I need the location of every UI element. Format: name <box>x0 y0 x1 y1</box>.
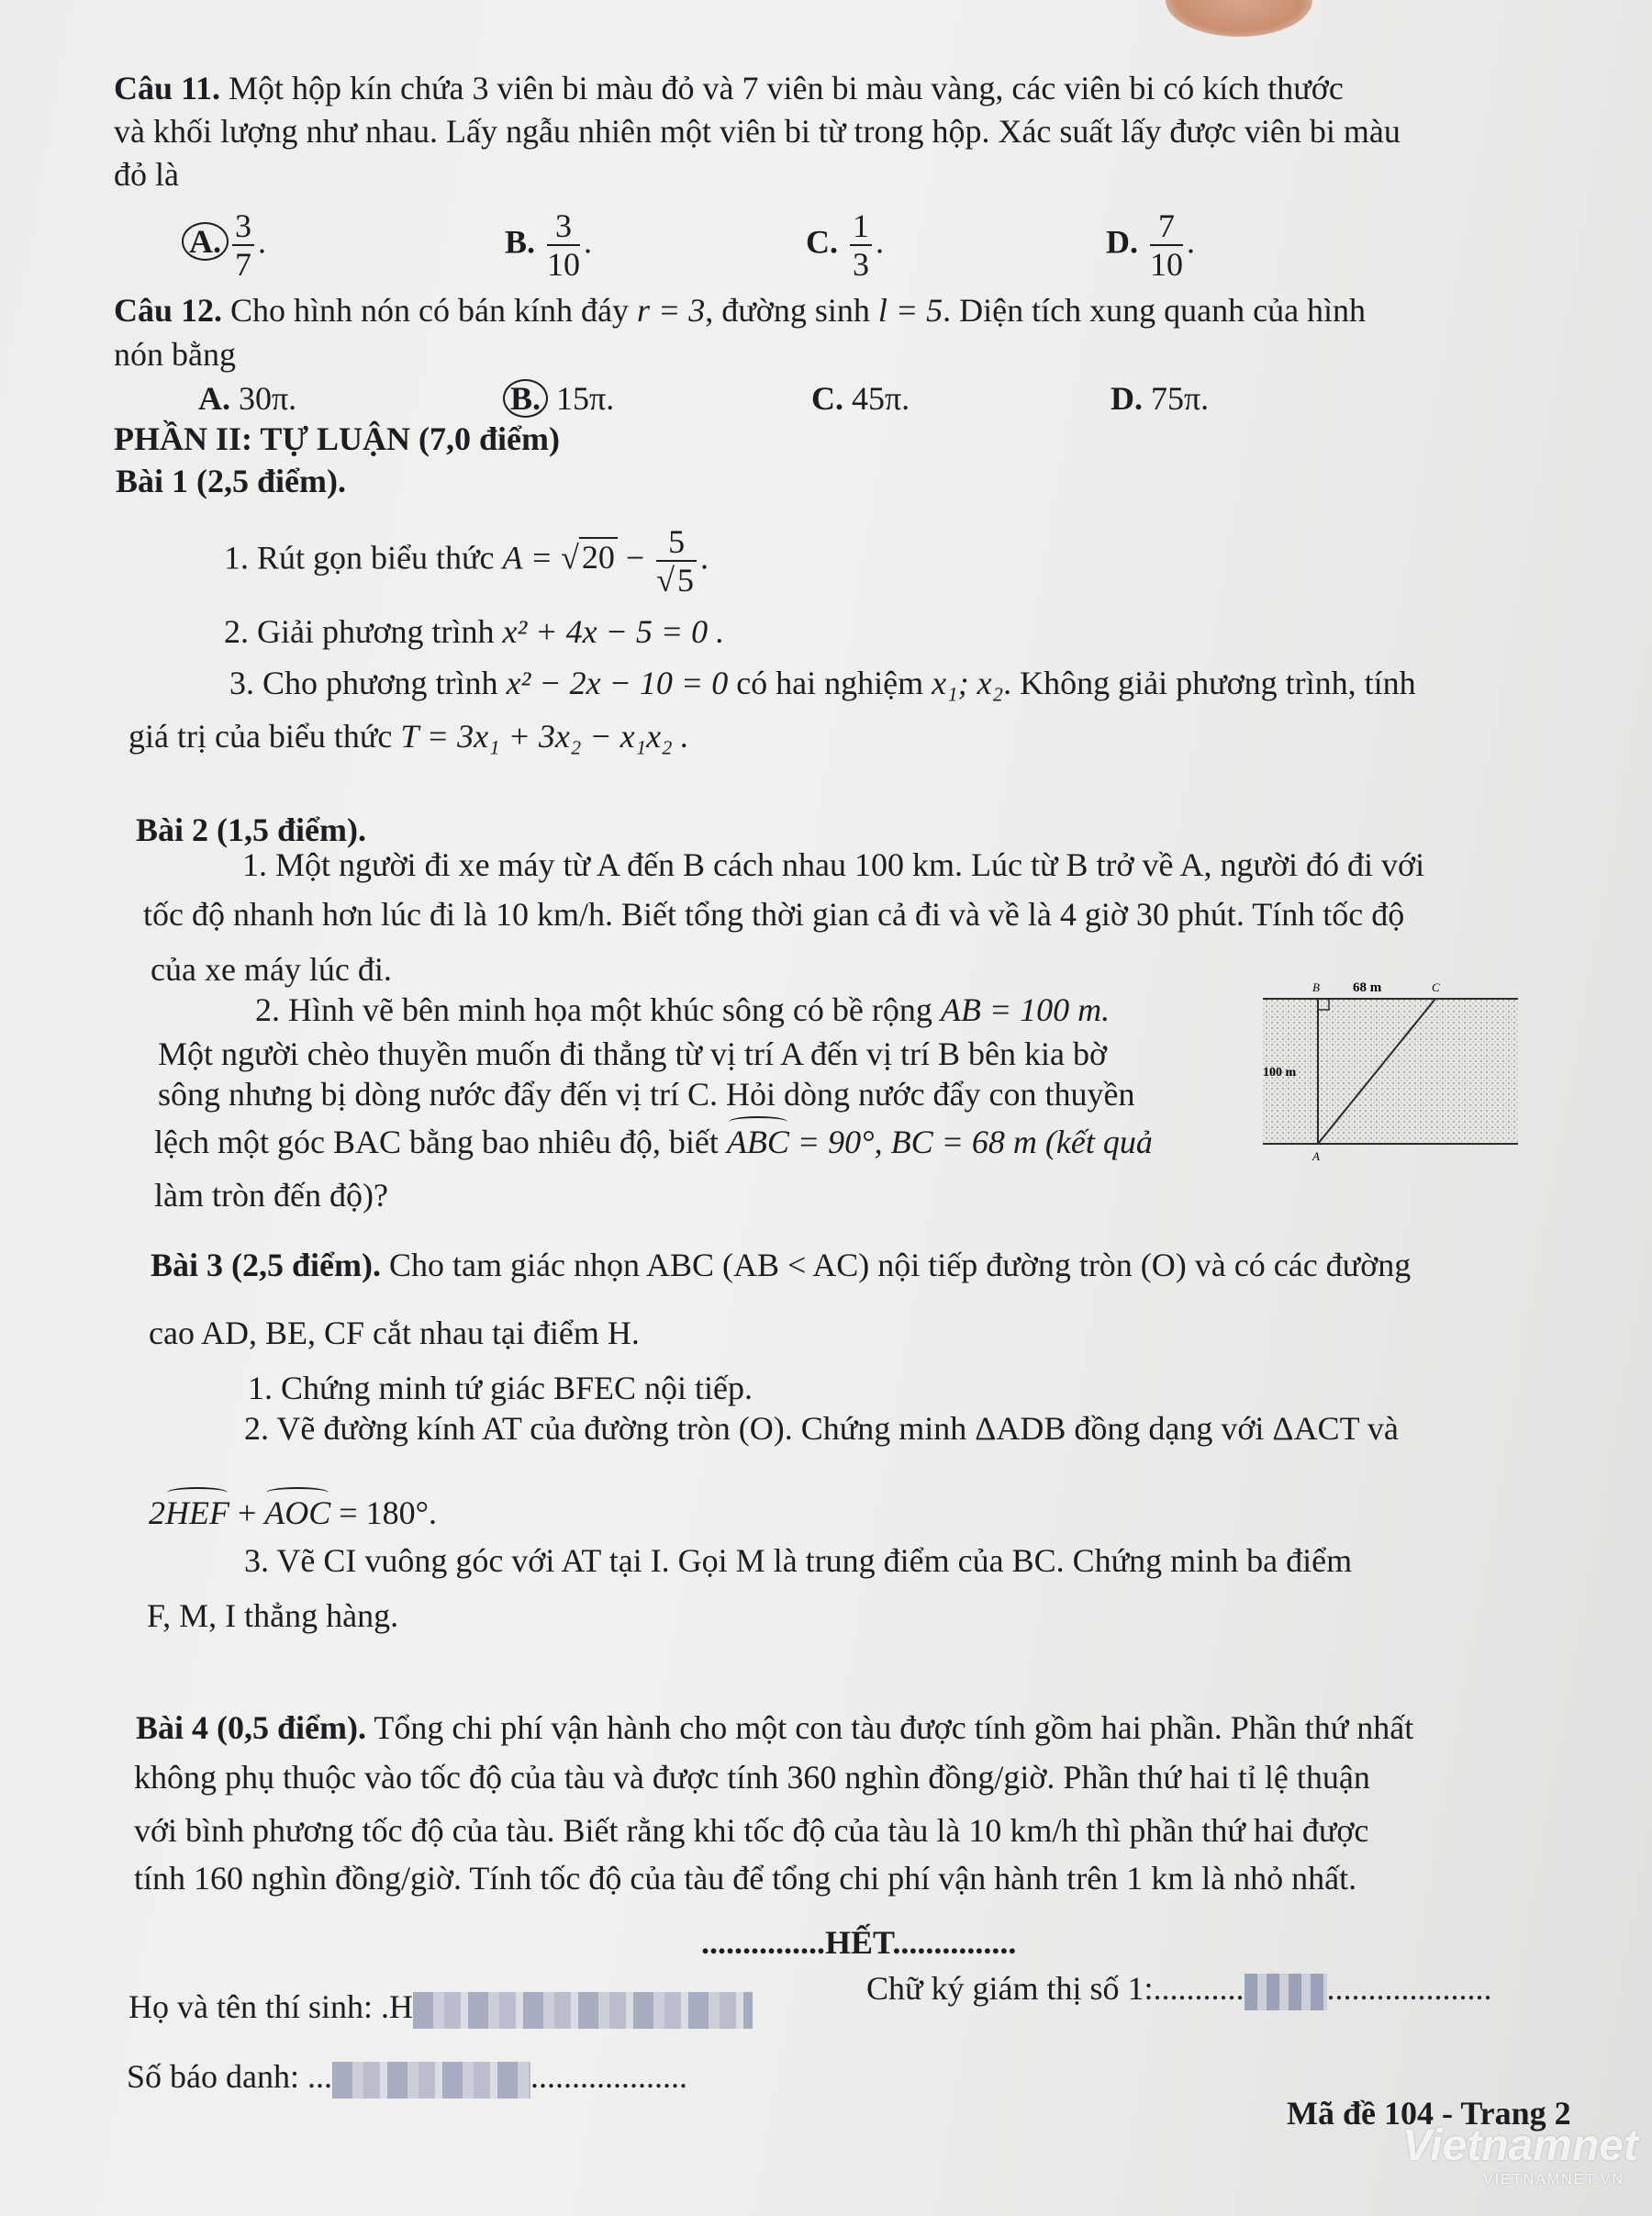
option-label: A. <box>198 380 230 417</box>
q12-slant: l = 5 <box>877 292 943 329</box>
bai3-line7: F, M, I thẳng hàng. <box>147 1597 399 1634</box>
river-figure <box>1254 971 1522 1192</box>
bai1-item3-line2 <box>128 716 689 756</box>
option-label: B. <box>503 379 548 418</box>
label-68m: 68 m <box>1353 980 1382 995</box>
bai2-p1-line1: 1. Một người đi xe máy từ A đến B cách nhau 100 km. Lúc từ B trở về A, người đó đi với <box>242 846 1425 883</box>
signature-label: Chữ ký giám thị số 1:........... <box>866 1970 1245 2007</box>
text: . Không giải phương trình, tính <box>1003 665 1416 701</box>
redacted-number <box>332 2062 530 2098</box>
candidate-name <box>128 1987 753 2029</box>
q12-label: Câu 12. <box>114 292 223 329</box>
expr: + <box>229 1494 265 1531</box>
expr: . <box>699 539 709 576</box>
text: Cho tam giác nhọn ABC (AB < AC) nội tiếp đường tròn (O) và có các đường <box>388 1247 1412 1283</box>
denominator: 7 <box>235 246 251 283</box>
text: có hai nghiệm <box>736 665 924 701</box>
option-label: B. <box>505 223 536 261</box>
bai1-item1-text: 1. Rút gọn biểu thức <box>224 539 495 576</box>
label-a: A <box>1312 1149 1320 1163</box>
expr: = 90°, BC = 68 m (kết quả <box>797 1124 1153 1160</box>
numerator: 7 <box>1150 207 1183 246</box>
expr: x² − 2x − 10 = 0 <box>506 665 729 701</box>
denominator: √5 <box>656 562 697 599</box>
angle-abc: ABC <box>726 1124 789 1160</box>
q12-text: . Diện tích xung quanh của hình <box>943 292 1367 329</box>
denominator: 3 <box>853 246 869 283</box>
q12-option-a <box>198 378 296 419</box>
bai4-line4: tính 160 nghìn đồng/giờ. Tính tốc độ của tàu để tổng chi phí vận hành trên 1 km là nhỏ nhất. <box>134 1860 1357 1897</box>
redacted-name <box>413 1992 753 2029</box>
sqrt-value: 5 <box>675 560 697 599</box>
bai2-title: Bài 2 (1,5 điểm). <box>136 811 366 848</box>
q12-line1 <box>114 290 1366 330</box>
q12-text: , đường sinh <box>705 292 870 329</box>
option-label: C. <box>811 380 843 417</box>
q11-option-d: D. $\frac{7}{10}$ . <box>1106 207 1195 283</box>
angle-hef: HEF <box>165 1494 229 1531</box>
q12-option-d <box>1111 378 1209 419</box>
q11-option-b: B. $\frac{3}{10}$ . <box>505 207 593 283</box>
q12-line2: nón bằng <box>114 336 236 373</box>
q12-text: Cho hình nón có bán kính đáy <box>230 292 629 329</box>
bai3-line2: cao AD, BE, CF cắt nhau tại điểm H. <box>149 1315 640 1351</box>
text: 3. Cho phương trình <box>229 665 498 701</box>
expr: AB = 100 m. <box>940 991 1111 1028</box>
expr: T = 3x₁ + 3x₂ − x₁x₂ . <box>400 718 689 755</box>
bai3-line4: 2. Vẽ đường kính AT của đường tròn (O). Chứng minh ΔADB đồng dạng với ΔACT và <box>244 1410 1399 1447</box>
q11-text1: Một hộp kín chứa 3 viên bi màu đỏ và 7 viên bi màu vàng, các viên bi có kích thước <box>229 70 1344 106</box>
q11-option-a: A. $\frac{3}{7}$ . <box>182 207 266 283</box>
redacted-signature <box>1245 1974 1327 2010</box>
numerator: 5 <box>656 523 697 562</box>
label-c: C <box>1432 980 1440 994</box>
option-value: 75π. <box>1151 380 1210 417</box>
part2-title: PHẦN II: TỰ LUẬN (7,0 điểm) <box>114 420 560 457</box>
bai1-item2-text: 2. Giải phương trình <box>224 613 495 650</box>
bai1-item3 <box>229 663 1416 703</box>
numerator: 1 <box>850 207 872 246</box>
river-water <box>1263 999 1518 1144</box>
bai2-p2-line5: làm tròn đến độ)? <box>154 1177 388 1214</box>
bai3-line1 <box>151 1245 1411 1285</box>
bai1-item1: 1. Rút gọn biểu thức A = √20 − $\frac{5}{√5}$ . <box>224 523 709 599</box>
bai2-p2-line4 <box>154 1122 1153 1162</box>
q12-option-c <box>811 378 910 419</box>
q12-radius: r = 3 <box>636 292 706 329</box>
text: lệch một góc BAC bằng bao nhiêu độ, biết <box>154 1124 719 1160</box>
option-label: D. <box>1111 380 1143 417</box>
numerator: 3 <box>547 207 580 246</box>
text: giá trị của biểu thức <box>128 718 393 755</box>
bai3-line6: 3. Vẽ CI vuông góc với AT tại I. Gọi M là trung điểm của BC. Chứng minh ba điểm <box>244 1542 1353 1579</box>
proctor-signature <box>866 1968 1492 2010</box>
bai1-item2 <box>224 611 724 652</box>
bai1-title: Bài 1 (2,5 điểm). <box>116 463 346 499</box>
option-label: A. <box>182 222 229 261</box>
denominator: 10 <box>547 246 581 283</box>
watermark-url: VIETNAMNET.VN <box>1483 2172 1625 2188</box>
q12-option-b <box>503 378 614 419</box>
expr: − <box>617 539 653 576</box>
bai3-line3: 1. Chứng minh tứ giác BFEC nội tiếp. <box>248 1370 753 1406</box>
bai4-line2: không phụ thuộc vào tốc độ của tàu và được tính 360 nghìn đồng/giờ. Phần thứ hai tỉ lệ thuận <box>134 1759 1370 1796</box>
expr: x² + 4x − 5 = 0 . <box>502 613 725 650</box>
candidate-number <box>127 2056 687 2098</box>
option-value: 15π. <box>556 380 615 417</box>
bai2-p1-line3: của xe máy lúc đi. <box>151 951 392 988</box>
bai4-title: Bài 4 (0,5 điểm). <box>136 1709 366 1746</box>
bai2-p2-line2: Một người chèo thuyền muốn đi thẳng từ vị trí A đến vị trí B bên kia bờ <box>158 1035 1107 1072</box>
label-b: B <box>1312 980 1320 994</box>
option-label: D. <box>1106 223 1138 261</box>
watermark-logo: Vietnamnet <box>1402 2121 1638 2170</box>
label-100m: 100 m <box>1263 1066 1297 1080</box>
expr: 2 <box>149 1494 165 1531</box>
bai2-p2-line3: sông nhưng bị dòng nước đẩy đến vị trí C. Hỏi dòng nước đẩy con thuyền <box>158 1076 1135 1113</box>
denominator: 10 <box>1150 246 1183 283</box>
q11-line3: đỏ là <box>114 156 179 193</box>
name-label: Họ và tên thí sinh: .H <box>128 1988 413 2025</box>
sqrt-value: 20 <box>579 537 618 576</box>
bai2-p2-line1 <box>255 990 1110 1030</box>
q11-line1 <box>114 68 1344 108</box>
option-value: 45π. <box>852 380 910 417</box>
option-value: 30π. <box>239 380 297 417</box>
bai4-line3: với bình phương tốc độ của tàu. Biết rằng khi tốc độ của tàu là 10 km/h thì phần thứ hai được <box>134 1812 1369 1849</box>
numerator: 3 <box>232 207 254 246</box>
sbd-label: Số báo danh: ... <box>127 2058 332 2095</box>
bai4-line1 <box>136 1707 1413 1748</box>
exam-code: Mã đề 104 - Trang 2 <box>1287 2095 1571 2132</box>
angle-aoc: AOC <box>264 1494 331 1531</box>
text: Tổng chi phí vận hành cho một con tàu được tính gồm hai phần. Phần thứ nhất <box>374 1709 1414 1746</box>
expr: = 180°. <box>330 1494 437 1531</box>
sbd-dots: ................... <box>530 2058 687 2095</box>
q11-label: Câu 11. <box>114 70 221 106</box>
signature-dots: .................... <box>1326 1970 1492 2007</box>
bai3-line5 <box>149 1493 437 1533</box>
bai3-title: Bài 3 (2,5 điểm). <box>151 1247 381 1283</box>
text: 2. Hình vẽ bên minh họa một khúc sông có bề rộng <box>255 991 932 1028</box>
option-label: C. <box>806 223 838 261</box>
q11-line2: và khối lượng như nhau. Lấy ngẫu nhiên một viên bi từ trong hộp. Xác suất lấy được viên bi màu <box>114 113 1401 150</box>
expr: x₁; x₂ <box>932 665 1004 701</box>
het-marker: ...............HẾT............... <box>701 1924 1017 1961</box>
expr: A = <box>502 539 562 576</box>
q11-option-c: C. $\frac{1}{3}$ . <box>806 207 884 283</box>
bai2-p1-line2: tốc độ nhanh hơn lúc đi là 10 km/h. Biết tổng thời gian cả đi và về là 4 giờ 30 phút. Tính tốc độ <box>143 896 1405 933</box>
